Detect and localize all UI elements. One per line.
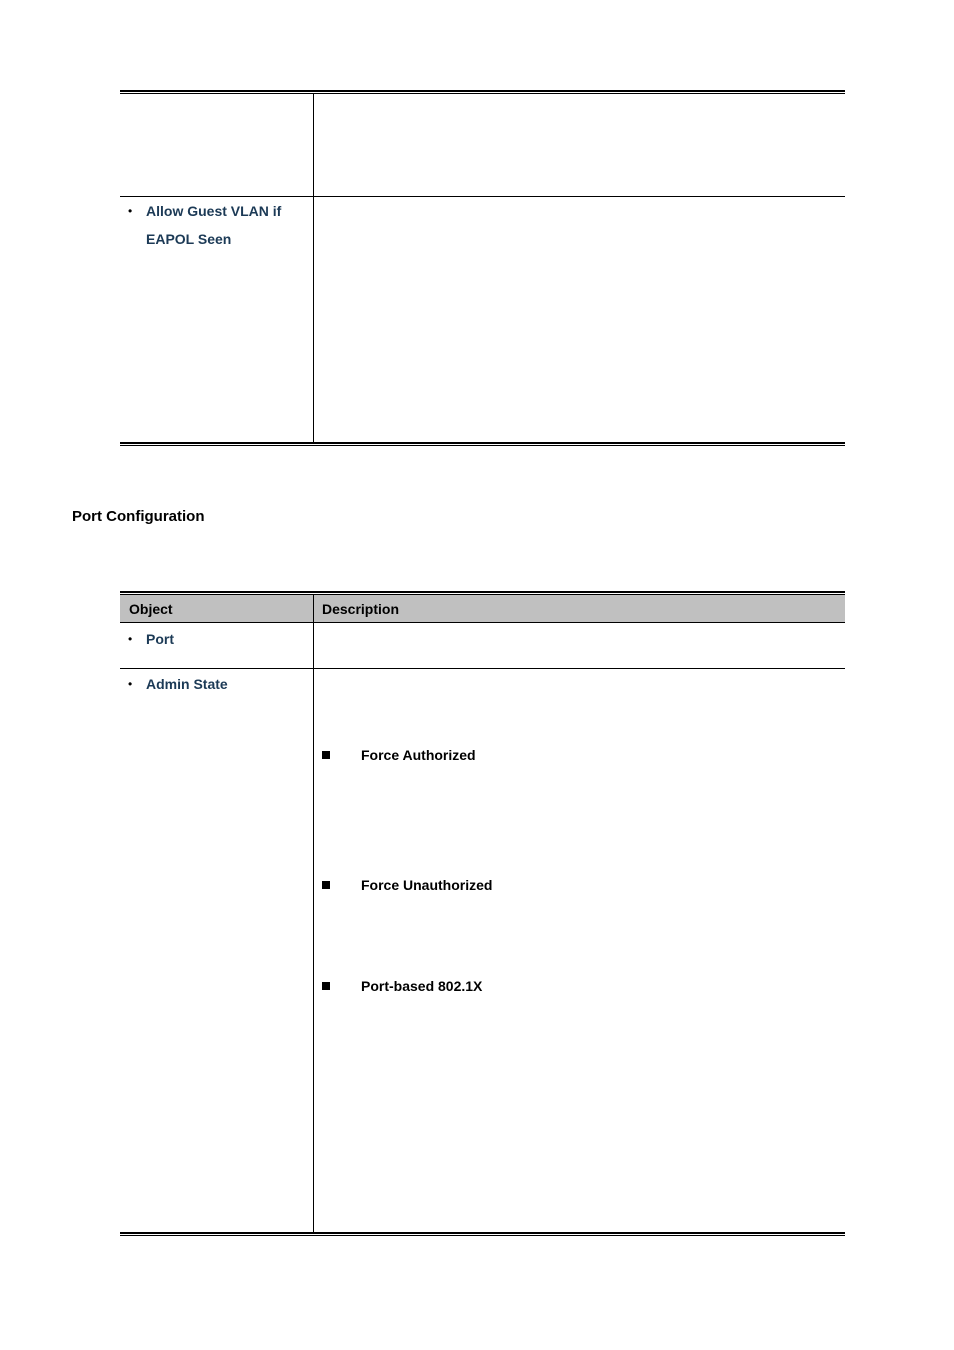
port-table-row-divider bbox=[120, 668, 845, 669]
bullet-icon: • bbox=[128, 632, 133, 646]
bullet-icon: • bbox=[128, 677, 133, 691]
top-table-top-rule bbox=[120, 90, 845, 94]
top-table-column-divider bbox=[313, 94, 314, 442]
object-port bbox=[128, 625, 308, 653]
object-label-line-2: EAPOL Seen bbox=[146, 231, 232, 247]
port-config-table bbox=[120, 591, 845, 1237]
header-description: Description bbox=[322, 601, 400, 617]
port-table-bottom-rule bbox=[120, 1232, 845, 1236]
top-table-bottom-rule bbox=[120, 442, 845, 446]
square-bullet-icon bbox=[322, 881, 330, 889]
object-label-line-1: Allow Guest VLAN if bbox=[146, 203, 282, 219]
square-bullet-icon bbox=[322, 982, 330, 990]
object-label: Port bbox=[146, 631, 174, 647]
option-label: Port-based 802.1X bbox=[361, 978, 483, 994]
header-object: Object bbox=[129, 601, 173, 617]
top-table bbox=[120, 90, 845, 446]
port-table-column-divider bbox=[313, 595, 314, 1232]
bullet-icon: • bbox=[128, 204, 133, 218]
section-title: Port Configuration bbox=[72, 508, 205, 525]
object-allow-guest-vlan bbox=[128, 197, 308, 253]
option-label: Force Unauthorized bbox=[361, 877, 493, 893]
object-label: Admin State bbox=[146, 676, 228, 692]
square-bullet-icon bbox=[322, 751, 330, 759]
option-label: Force Authorized bbox=[361, 747, 476, 763]
object-admin-state bbox=[128, 670, 308, 698]
table-header-row bbox=[120, 595, 845, 623]
